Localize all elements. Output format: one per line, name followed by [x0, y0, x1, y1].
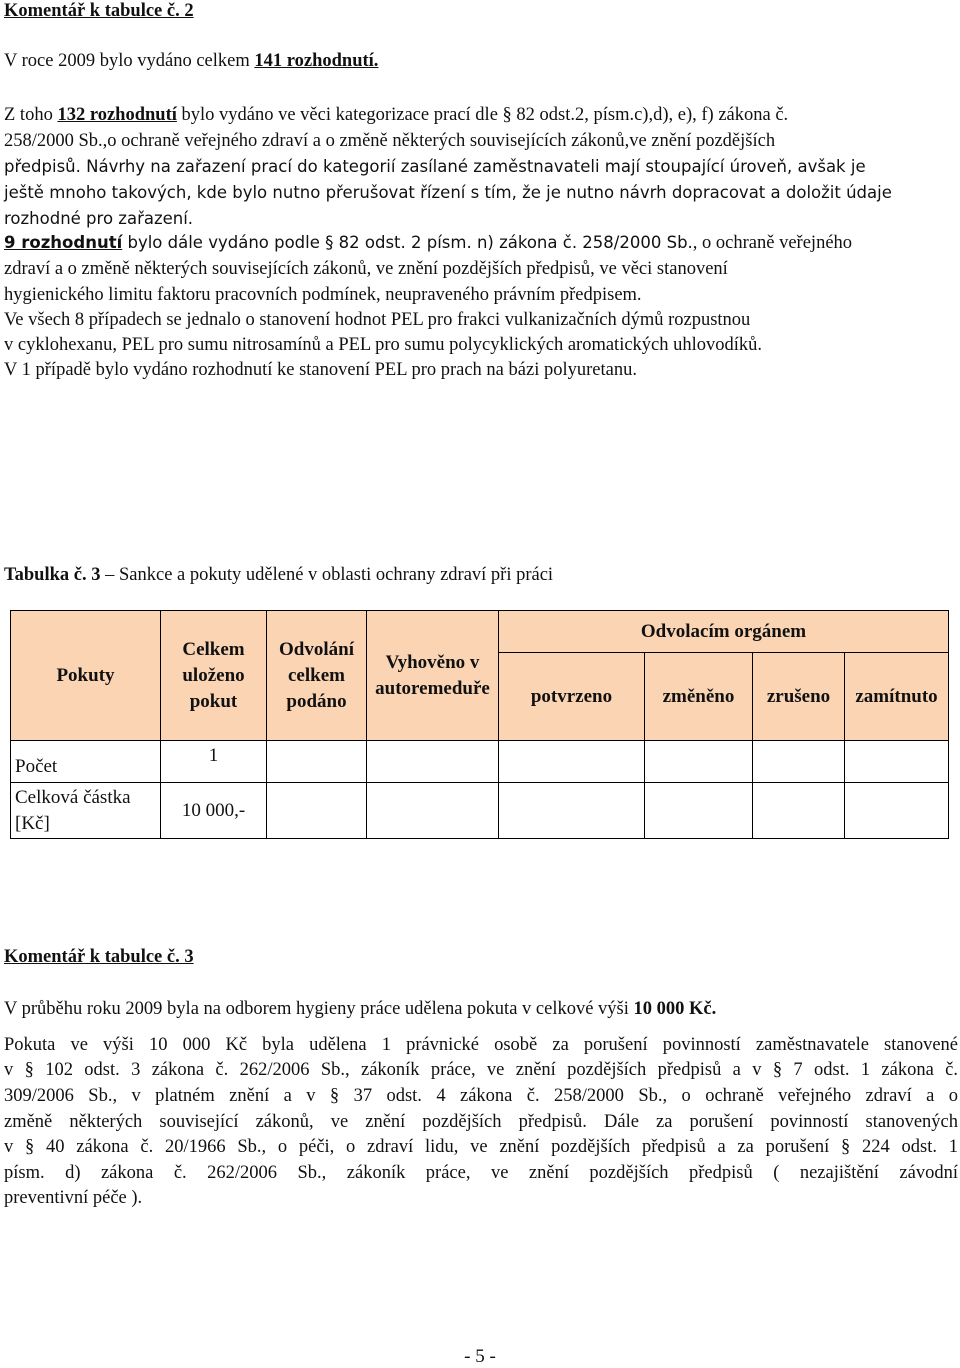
comment2-line: hygienického limitu faktoru pracovních podmínek, neupraveného právním předpisem. [4, 285, 642, 305]
comment3-summary: V průběhu roku 2009 byla na odborem hygieny práce udělena pokuta v celkové výši 10 000 Kč. [4, 999, 717, 1019]
comment2-line: 258/2000 Sb.,o ochraně veřejného zdraví a o změně některých souvisejících zákonů,ve znění pozdějších [4, 131, 776, 151]
table3-title: Tabulka č. 3 – Sankce a pokuty udělené v oblasti ochrany zdraví při práci [4, 565, 554, 585]
table-row [11, 783, 949, 839]
comment3-line: preventivní péče ). [4, 1188, 143, 1208]
row-label: Počet [11, 741, 161, 783]
comment2-heading: Komentář k tabulce č. 2 [4, 1, 194, 21]
row-celkem: 1 [161, 741, 267, 783]
comment2-line: zdraví a o změně některých souvisejících zákonů, ve znění pozdějších předpisů, ve věci stanovení [4, 259, 728, 279]
header-odvolani: Odvolání celkem podáno [267, 611, 367, 741]
comment2-line: Z toho 132 rozhodnutí bylo vydáno ve věci kategorizace prací dle § 82 odst.2, písm.c),d), e), f) zákona č. [4, 105, 789, 125]
page-number: - 5 - [464, 1346, 496, 1367]
total-decisions: 141 rozhodnutí. [254, 51, 379, 71]
header-zmeneno: změněno [645, 653, 753, 741]
fine-amount: 10 000 Kč. [633, 999, 717, 1019]
row-celkem: 10 000,- [161, 783, 267, 839]
comment3-line: 309/2006 Sb., v platném znění a v § 37 odst. 4 zákona č. 258/2000 Sb., o ochraně veřejného zdraví a o [4, 1086, 958, 1106]
comment2-line: 9 rozhodnutí bylo dále vydáno podle § 82 odst. 2 písm. n) zákona č. 258/2000 Sb., o ochraně veřejného [4, 233, 853, 253]
header-odvolacim-organem: Odvolacím orgánem [499, 611, 949, 653]
comment3-heading: Komentář k tabulce č. 3 [4, 947, 194, 967]
comment2-line: předpisů. Návrhy na zařazení prací do kategorií zasílané zaměstnavateli mají stoupající úroveň, avšak je [4, 157, 866, 176]
comment2-line: Ve všech 8 případech se jednalo o stanovení hodnot PEL pro frakci vulkanizačních dýmů rozpustnou [4, 310, 751, 330]
header-zamitnuto: zamítnuto [845, 653, 949, 741]
comment2-line: v cyklohexanu, PEL pro sumu nitrosamínů a PEL pro sumu polycyklických aromatických uhlovodíků. [4, 335, 763, 355]
comment3-line: písm. d) zákona č. 262/2006 Sb., zákoník práce, ve znění pozdějších předpisů ( nezajištění závodní [4, 1163, 958, 1183]
comment2-summary: V roce 2009 bylo vydáno celkem 141 rozhodnutí. [4, 51, 379, 71]
row-label: Celková částka [Kč] [11, 783, 161, 839]
header-pokuty: Pokuty [11, 611, 161, 741]
comment2-line: rozhodné pro zařazení. [4, 209, 194, 228]
comment2-line: ještě mnoho takových, kde bylo nutno přerušovat řízení s tím, že je nutno návrh dopracovat a doložit údaje [4, 183, 892, 202]
comment2-line: V 1 případě bylo vydáno rozhodnutí ke stanovení PEL pro prach na bázi polyuretanu. [4, 360, 637, 380]
comment3-line: Pokuta ve výši 10 000 Kč byla udělena 1 právnické osobě za porušení povinností zaměstnavatele stanovené [4, 1035, 958, 1055]
table-row [11, 741, 949, 783]
header-potvrzeno: potvrzeno [499, 653, 645, 741]
comment3-line: v § 40 zákona č. 20/1966 Sb., o péči, o zdraví lidu, ve znění pozdějších předpisů a za porušení § 224 odst. 1 [4, 1137, 958, 1157]
header-vyhoveno: Vyhověno v autoremeduře [367, 611, 499, 741]
header-celkem: Celkem uloženo pokut [161, 611, 267, 741]
sanctions-table [10, 610, 949, 839]
header-zruseno: zrušeno [753, 653, 845, 741]
comment3-line: změně některých související zákonů, ve znění pozdějších předpisů. Dále za porušení povinností stanovených [4, 1112, 958, 1132]
comment3-line: v § 102 odst. 3 zákona č. 262/2006 Sb., zákoník práce, ve znění pozdějších předpisů a v § 7 odst. 1 zákona č. [4, 1060, 958, 1080]
